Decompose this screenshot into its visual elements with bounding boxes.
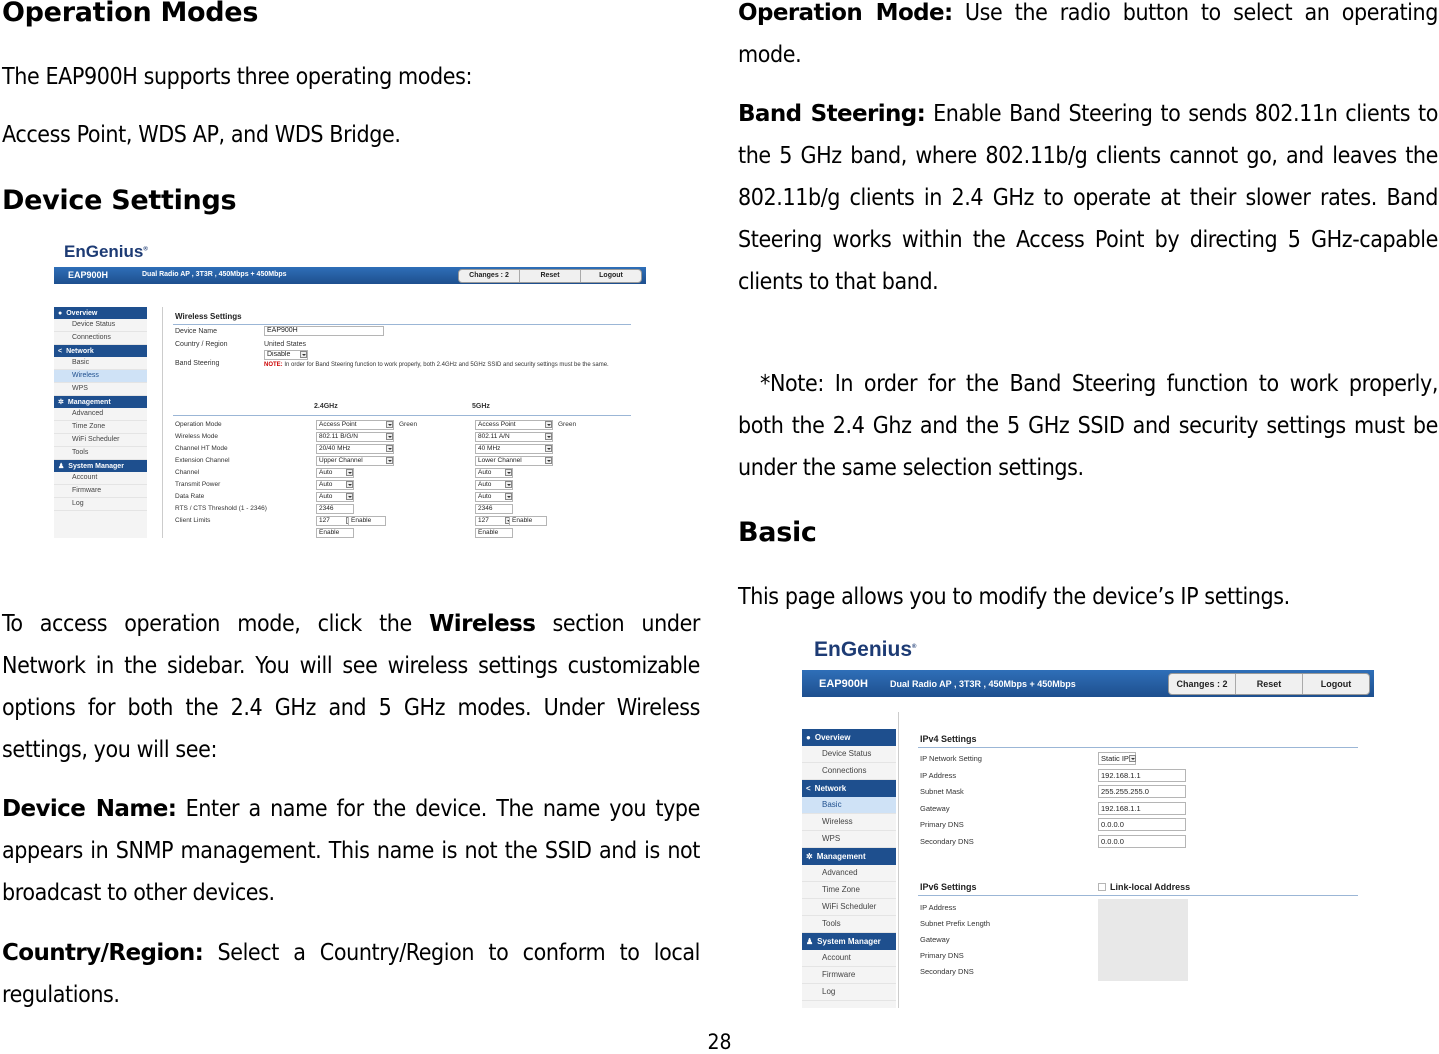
country-label: Country / Region [175, 341, 228, 348]
country-value: United States [264, 341, 307, 348]
table-rule [173, 415, 631, 416]
setting-5ghz-select[interactable]: 40 MHz [475, 444, 553, 454]
ipv4-settings-screenshot [802, 635, 1374, 1008]
wireless-row-label: RTS / CTS Threshold (1 - 2346) [175, 505, 267, 512]
model-subtitle: Dual Radio AP , 3T3R , 450Mbps + 450Mbps [142, 271, 287, 278]
gear-icon: ✲ [806, 852, 813, 861]
wireless-row-label: Operation Mode [175, 421, 222, 428]
sidebar-item-tools[interactable]: Tools [54, 447, 147, 460]
header-buttons [458, 269, 642, 283]
ipv4-field-input[interactable]: 192.168.1.1 [1098, 802, 1186, 815]
sidebar-item-advanced[interactable]: Advanced [802, 865, 896, 882]
page-number: 28 [707, 1030, 732, 1054]
chevron-down-icon [1129, 755, 1136, 762]
wireless-row-label: Channel HT Mode [175, 445, 228, 452]
sidebar-item-wps[interactable]: WPS [802, 831, 896, 848]
link-local-checkbox[interactable] [1098, 883, 1106, 891]
chevron-down-icon [545, 457, 552, 464]
engenius-logo: EnGenius® [814, 638, 917, 661]
sidebar-item-time-zone[interactable]: Time Zone [54, 421, 147, 434]
ipv4-field-input[interactable]: 0.0.0.0 [1098, 835, 1186, 848]
setting-24ghz-select[interactable]: 2346 [316, 504, 354, 514]
sidebar-item-wireless[interactable]: Wireless [54, 370, 147, 383]
setting-24ghz-select[interactable]: Upper Channel [316, 456, 394, 466]
enable-select[interactable]: Enable [475, 528, 513, 538]
wireless-row-label: Channel [175, 469, 200, 476]
setting-24ghz-select[interactable]: Access Point [316, 420, 394, 430]
para-basic: This page allows you to modify the device’s IP settings. [738, 584, 1290, 610]
chevron-down-icon [505, 469, 512, 476]
setting-24ghz-select[interactable]: Auto [316, 480, 354, 490]
band-steering-select[interactable]: Disable [264, 350, 308, 360]
chevron-down-icon [346, 481, 353, 488]
ipv4-row-label: Primary DNS [920, 820, 964, 829]
para-note: *Note: In order for the Band Steering function to work properly, both the 2.4 Ghz and the 5 GHz SSID and security settings must be under the same selection settings. [738, 371, 1438, 481]
setting-5ghz-select[interactable]: 2346 [475, 504, 513, 514]
sidebar-item-basic[interactable]: Basic [802, 797, 896, 814]
gear-icon: ✲ [58, 399, 64, 406]
wireless-row-label: Extension Channel [175, 457, 230, 464]
heading-operation-modes: Operation Modes [2, 0, 259, 28]
band-steering-label: Band Steering [175, 360, 220, 367]
sidebar-group-network[interactable]: < Network [802, 780, 896, 797]
logout-button[interactable]: Logout [580, 270, 641, 282]
ipv6-row-label: Primary DNS [920, 951, 964, 960]
sidebar-item-log[interactable]: Log [54, 498, 147, 511]
enable-select[interactable]: Enable [348, 516, 386, 526]
device-name-label: Device Name [175, 328, 218, 335]
wireless-row-label: Transmit Power [175, 481, 221, 488]
chevron-down-icon [386, 457, 393, 464]
ipv4-row-label: IP Address [920, 770, 957, 780]
heading-basic: Basic [738, 517, 817, 548]
para-supports: The EAP900H supports three operating modes: [2, 64, 473, 90]
changes-button[interactable]: Changes : 2 [469, 272, 509, 279]
sidebar-group-network[interactable]: < Network [54, 345, 147, 357]
header-band [802, 670, 1374, 697]
info-icon: ● [58, 309, 63, 317]
setting-5ghz-select[interactable]: Auto [475, 492, 513, 502]
setting-5ghz-select[interactable]: Lower Channel [475, 456, 553, 466]
share-icon: < [806, 784, 811, 793]
ipv4-row-label: IP Network Setting [920, 754, 982, 763]
heading-device-settings: Device Settings [2, 185, 237, 216]
ipv6-rule [918, 895, 1358, 896]
para-band-steering: Band Steering: Enable Band Steering to sends 802.11n clients to the 5 GHz band, where 802.11b/g clients cannot go, and leaves the 802.11b/g clients in 2.4 GHz to operate at their slower rates. Band Steering works within the Access Point by directing 5 GHz-capable clients to that band. [738, 101, 1438, 295]
sidebar-item-connections[interactable]: Connections [54, 332, 147, 345]
title-rule [173, 324, 631, 325]
setting-24ghz-select[interactable]: Auto [316, 492, 354, 502]
chevron-down-icon [386, 445, 393, 452]
ipv4-field-input[interactable]: 0.0.0.0 [1098, 818, 1186, 831]
enable-select[interactable]: Enable [316, 528, 354, 538]
para-country-region: Country/Region: Select a Country/Region to conform to local regulations. [2, 940, 700, 1008]
ipv6-title: IPv6 Settings [920, 882, 977, 892]
header-band [54, 267, 646, 284]
separator [898, 712, 899, 1008]
ipv4-row-label: Gateway [920, 803, 950, 813]
chevron-down-icon [386, 433, 393, 440]
reset-button[interactable]: Reset [1235, 674, 1302, 694]
sidebar-item-wifi-scheduler[interactable]: WiFi Scheduler [802, 899, 896, 916]
sidebar-group-management[interactable]: ✲ Management [802, 848, 896, 865]
sidebar-item-wps[interactable]: WPS [54, 383, 147, 396]
sidebar-item-firmware[interactable]: Firmware [54, 485, 147, 498]
setting-5ghz-select[interactable]: Auto [475, 468, 513, 478]
ipv6-disabled-area [1098, 899, 1188, 981]
logout-button[interactable]: Logout [1302, 674, 1369, 694]
band-steering-note: NOTE: In order for Band Steering function to work properly, both 2.4GHz and 5GHz SSID and security settings must be the same. [264, 362, 609, 368]
ipv4-field-input[interactable]: 255.255.255.0 [1098, 785, 1186, 798]
ipv4-row-label: Secondary DNS [920, 836, 974, 846]
link-local-label: Link-local Address [1110, 882, 1191, 892]
chevron-down-icon [346, 493, 353, 500]
wireless-row-label: Client Limits [175, 517, 211, 524]
para-access-operation-mode: To access operation mode, click the Wireless section under Network in the sidebar. You will see wireless settings customizable options for both the 2.4 GHz and 5 GHz modes. Under Wireless settings, you will see: [2, 611, 701, 763]
para-modes: Access Point, WDS AP, and WDS Bridge. [2, 122, 401, 148]
ipv4-row-label: Subnet Mask [920, 787, 964, 796]
ipv4-field-input[interactable]: 192.168.1.1 [1098, 769, 1186, 782]
sidebar-item-basic[interactable]: Basic [54, 357, 147, 370]
model-name: EAP900H [68, 270, 109, 280]
info-icon: ● [806, 733, 811, 742]
user-icon: ♟ [58, 463, 65, 470]
sidebar-group-management[interactable]: ✲ Management [54, 396, 147, 408]
setting-24ghz-select[interactable]: 127 [316, 516, 354, 526]
share-icon: < [58, 347, 63, 355]
wireless-settings-title: Wireless Settings [175, 312, 242, 321]
sidebar-item-account[interactable]: Account [54, 472, 147, 485]
ipv6-row-label: Gateway [920, 935, 950, 944]
sidebar-item-connections[interactable]: Connections [802, 763, 896, 780]
setting-24ghz-select[interactable]: 20/40 MHz [316, 444, 394, 454]
wireless-row-label: Data Rate [175, 493, 205, 500]
model-subtitle: Dual Radio AP , 3T3R , 450Mbps + 450Mbps [890, 679, 1076, 689]
setting-5ghz-select[interactable]: 802.11 A/N [475, 432, 553, 442]
sidebar-item-device-status[interactable]: Device Status [802, 746, 896, 763]
sidebar-group-overview[interactable]: ● Overview [802, 729, 896, 746]
col-header-5ghz: 5GHz [472, 403, 490, 410]
sidebar-item-device-status[interactable]: Device Status [54, 319, 147, 332]
setting-24ghz-select[interactable]: 802.11 B/G/N [316, 432, 394, 442]
chevron-down-icon [545, 433, 552, 440]
ipv4-rule [918, 747, 1358, 748]
sidebar [802, 729, 896, 1008]
setting-24ghz-select[interactable]: Auto [316, 468, 354, 478]
engenius-logo: EnGenius® [64, 242, 148, 261]
sidebar-item-firmware[interactable]: Firmware [802, 967, 896, 984]
user-icon: ♟ [806, 937, 814, 946]
ipv6-row-label: Subnet Prefix Length [920, 919, 991, 928]
device-name-input[interactable]: EAP900H [264, 326, 384, 336]
sidebar-item-log[interactable]: Log [802, 984, 896, 1001]
setting-5ghz-select[interactable]: Auto [475, 480, 513, 490]
green-checkbox-label[interactable]: Green [399, 421, 418, 428]
sidebar-item-wireless[interactable]: Wireless [802, 814, 896, 831]
header-buttons [1168, 673, 1370, 695]
chevron-down-icon [505, 481, 512, 488]
sidebar-item-time-zone[interactable]: Time Zone [802, 882, 896, 899]
setting-5ghz-select[interactable]: 127 [475, 516, 513, 526]
para-operation-mode: Operation Mode: Use the radio button to select an operating mode. [738, 0, 1438, 68]
sidebar-item-wifi-scheduler[interactable]: WiFi Scheduler [54, 434, 147, 447]
ipv6-row-label: IP Address [920, 903, 957, 912]
ipv6-row-label: Secondary DNS [920, 967, 974, 976]
sidebar-item-tools[interactable]: Tools [802, 916, 896, 933]
setting-5ghz-select[interactable]: Access Point [475, 420, 553, 430]
ip-network-setting-select[interactable]: Static IP [1098, 752, 1136, 765]
enable-select[interactable]: Enable [509, 516, 547, 526]
ipv4-title: IPv4 Settings [920, 734, 977, 744]
chevron-down-icon [386, 421, 393, 428]
chevron-down-icon [545, 421, 552, 428]
sidebar-group-system-manager[interactable]: ♟ System Manager [54, 460, 147, 472]
para-device-name: Device Name: Enter a name for the device. The name you type appears in SNMP management. This name is not the SSID and is not broadcast to other devices. [2, 796, 700, 906]
sidebar-group-overview[interactable]: ● Overview [54, 307, 147, 319]
wireless-row-label: Wireless Mode [175, 433, 218, 440]
sidebar-item-advanced[interactable]: Advanced [54, 408, 147, 421]
model-name: EAP900H [819, 678, 868, 690]
chevron-down-icon [300, 351, 307, 358]
sidebar-group-system-manager[interactable]: ♟ System Manager [802, 933, 896, 950]
green-checkbox-label[interactable]: Green [558, 421, 577, 428]
chevron-down-icon [346, 469, 353, 476]
sidebar [54, 307, 147, 538]
wireless-settings-screenshot [54, 240, 646, 538]
chevron-down-icon [505, 493, 512, 500]
sidebar-item-account[interactable]: Account [802, 950, 896, 967]
separator [162, 307, 163, 538]
reset-button[interactable]: Reset [519, 270, 580, 282]
changes-button[interactable]: Changes : 2 [1176, 679, 1228, 689]
chevron-down-icon [545, 445, 552, 452]
col-header-24ghz: 2.4GHz [314, 403, 338, 410]
